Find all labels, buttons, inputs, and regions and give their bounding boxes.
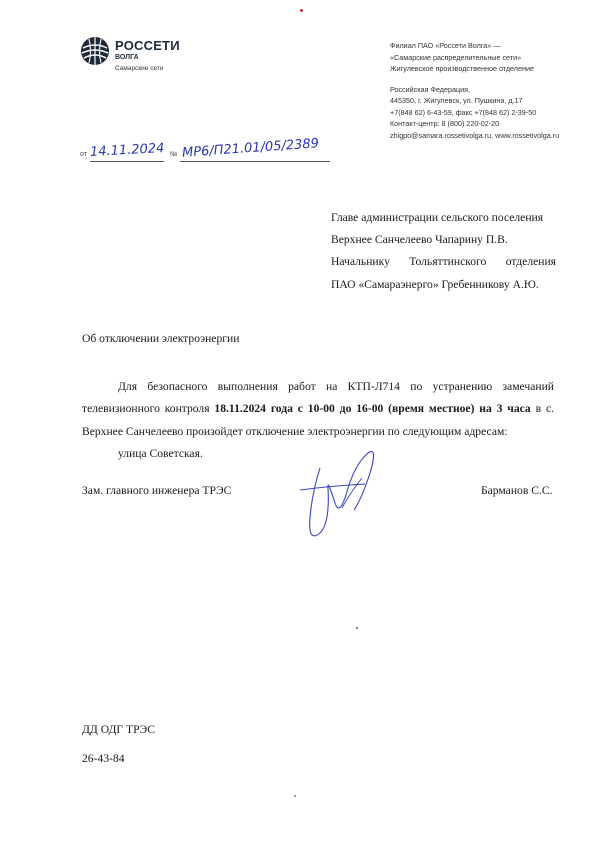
sender-phone-line: +7(848 62) 6-43-59, факс +7(848 62) 2-39-50 (390, 107, 537, 117)
letter-subject: Об отключении электроэнергии (82, 332, 240, 345)
handwritten-date: 14.11.2024 (89, 141, 165, 160)
addressee-line: ПАО «Самараэнерго» Гребенникову А.Ю. (331, 277, 539, 291)
addressee-line: Верхнее Санчелеево Чапарину П.В. (331, 233, 508, 247)
body-text-part: Для безопасного выполнения работ на КТП-Л714 по устранению замечаний телевизионного контроля (82, 380, 554, 416)
sender-address-line: Российская Федерация, (390, 84, 470, 94)
scan-mark (300, 9, 303, 12)
company-logo (80, 36, 220, 82)
signer-title: Зам. главного инженера ТРЭС (82, 484, 232, 497)
footer-department: ДД ОДГ ТРЭС (82, 723, 155, 736)
handwritten-number: МР6/П21.01/05/2389 (181, 136, 320, 161)
sender-address-line: 445350, г. Жигулевск, ул. Пушкина, д.17 (390, 96, 523, 105)
logo-subtitle: ВОЛГА (115, 54, 139, 61)
date-label: от (80, 151, 87, 158)
addressee-line: Главе администрации сельского поселения (331, 211, 544, 224)
body-bold-schedule: 18.11.2024 года с 10-00 до 16-00 (время местное) на 3 часа (214, 402, 531, 416)
body-paragraph (82, 376, 554, 443)
number-label: № (170, 151, 178, 158)
body-text-part: в с. Верхнее Санчелеево произойдет отключение электроэнергии по следующим адресам: (82, 402, 554, 438)
addressee-line: Начальнику Тольяттинского отделения (331, 255, 556, 269)
street-address: улица Советская. (118, 447, 203, 461)
rosseti-sphere-icon (80, 36, 110, 66)
signer-name: Барманов С.С. (481, 484, 553, 497)
sender-email-web: zhigpo@samara.rossetivolga.ru, www.rossetivolga.ru (390, 130, 560, 140)
logo-branch: Самарские сети (115, 65, 164, 72)
sender-block (390, 40, 590, 141)
footer-phone: 26-43-84 (82, 752, 125, 765)
sender-contact-center: Контакт-центр: 8 (800) 220-02-20 (390, 119, 500, 128)
sender-line: «Самарские распределительные сети» (390, 52, 522, 62)
sender-line: Жигулевское производственное отделение (390, 64, 534, 73)
registration-line (80, 138, 350, 170)
addressee-block (331, 207, 556, 296)
logo-name: РОССЕТИ (115, 38, 180, 53)
handwritten-signature (290, 448, 390, 548)
sender-line: Филиал ПАО «Россети Волга» — (390, 41, 501, 50)
